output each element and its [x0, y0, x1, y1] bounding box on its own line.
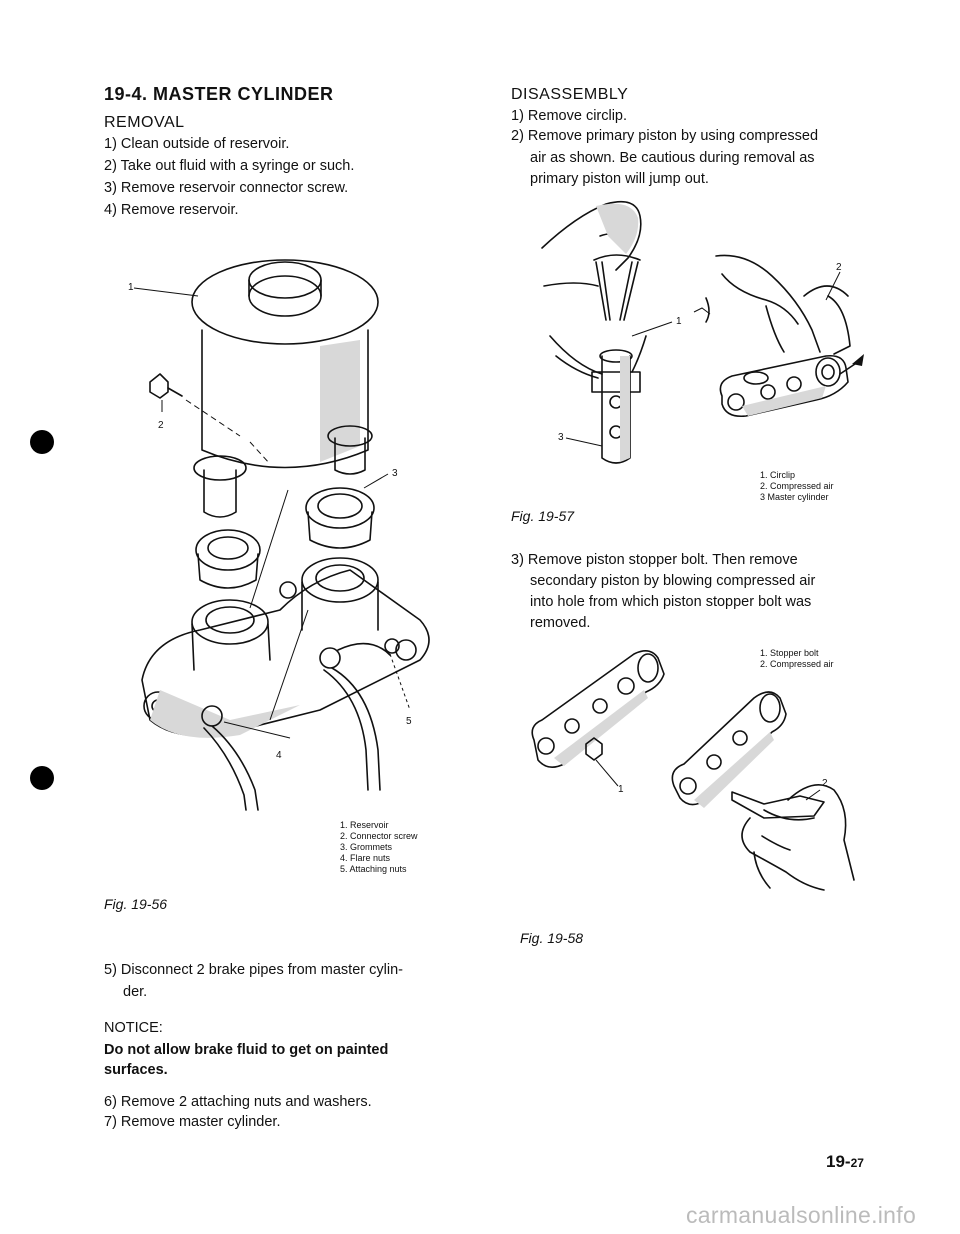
fig57-callout-2: 2: [836, 262, 842, 273]
fig56-callout-3: 3: [392, 468, 398, 479]
fig56-legend-item: 3. Grommets: [340, 842, 393, 852]
removal-step-6: 6) Remove 2 attaching nuts and washers.: [104, 1094, 372, 1110]
removal-step-7: 7) Remove master cylinder.: [104, 1114, 281, 1130]
disassembly-step-3-line1: 3) Remove piston stopper bolt. Then remove: [511, 552, 798, 568]
page-number-sub: 27: [850, 1156, 864, 1170]
fig58-illustration: [524, 640, 884, 910]
fig57-legend-item: 3 Master cylinder: [760, 492, 829, 502]
fig56-legend-item: 2. Connector screw: [340, 831, 418, 841]
disassembly-heading: DISASSEMBLY: [511, 86, 629, 103]
fig56-legend: [340, 820, 418, 875]
removal-step-1: 1) Clean outside of reservoir.: [104, 136, 290, 152]
removal-step-2: 2) Take out fluid with a syringe or such.: [104, 158, 355, 174]
fig56-callout-5: 5: [406, 716, 412, 727]
disassembly-step-3-line3: into hole from which piston stopper bolt was: [530, 594, 812, 610]
fig58-callout-1: 1: [618, 784, 624, 795]
fig56-callout-4: 4: [276, 750, 282, 761]
page-number-main: 19-: [826, 1152, 851, 1171]
removal-step-5-line2: der.: [123, 984, 148, 1000]
notice-text-line2: surfaces.: [104, 1062, 168, 1078]
fig56-illustration: [120, 250, 450, 810]
fig56-legend-item: 5. Attaching nuts: [340, 864, 407, 874]
removal-step-4: 4) Remove reservoir.: [104, 202, 239, 218]
fig58-legend-item: 2. Compressed air: [760, 659, 834, 669]
binder-hole-bottom: [30, 766, 54, 790]
removal-step-5-line1: 5) Disconnect 2 brake pipes from master cylin-: [104, 962, 403, 978]
fig57-callout-3: 3: [558, 432, 564, 443]
fig58-callout-2: 2: [822, 778, 828, 789]
disassembly-step-3-line4: removed.: [530, 615, 591, 631]
disassembly-step-2-line2: air as shown. Be cautious during removal as: [530, 150, 815, 166]
fig57-legend: [760, 470, 834, 503]
fig58-caption: Fig. 19-58: [520, 930, 584, 946]
disassembly-step-3-line2: secondary piston by blowing compressed air: [530, 573, 816, 589]
notice-label: NOTICE:: [104, 1020, 163, 1036]
fig57-legend-item: 1. Circlip: [760, 470, 796, 480]
fig58-legend-item: 1. Stopper bolt: [760, 648, 819, 658]
fig57-illustration: [536, 196, 886, 476]
disassembly-step-2-line1: 2) Remove primary piston by using compressed: [511, 128, 819, 144]
fig57-legend-item: 2. Compressed air: [760, 481, 834, 491]
fig56-callout-1: 1: [128, 282, 134, 293]
fig56-legend-item: 4. Flare nuts: [340, 853, 391, 863]
fig56-callout-2: 2: [158, 420, 164, 431]
removal-step-3: 3) Remove reservoir connector screw.: [104, 180, 349, 196]
removal-heading: REMOVAL: [104, 114, 185, 131]
fig57-callout-1: 1: [676, 316, 682, 327]
fig56-legend-item: 1. Reservoir: [340, 820, 389, 830]
page-number: [826, 1152, 864, 1172]
disassembly-step-1: 1) Remove circlip.: [511, 108, 628, 124]
notice-text-line1: Do not allow brake fluid to get on painted: [104, 1042, 389, 1058]
fig57-caption: Fig. 19-57: [511, 508, 575, 524]
disassembly-step-2-line3: primary piston will jump out.: [530, 171, 709, 187]
watermark: carmanualsonline.info: [686, 1202, 917, 1228]
section-title: 19-4. MASTER CYLINDER: [104, 84, 334, 104]
fig56-caption: Fig. 19-56: [104, 896, 168, 912]
binder-hole-top: [30, 430, 54, 454]
